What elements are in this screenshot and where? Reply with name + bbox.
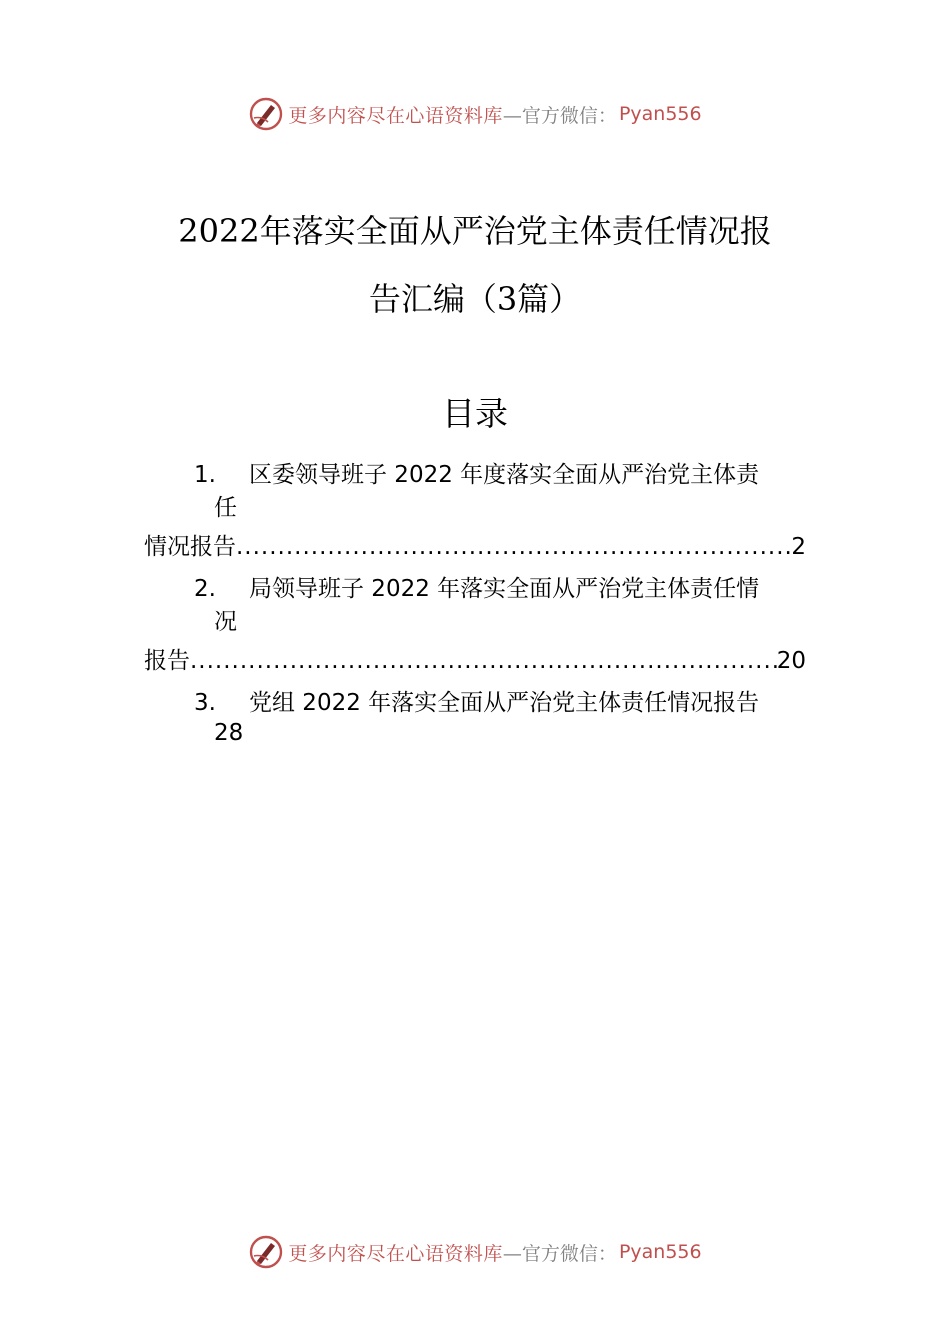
toc-heading: 目录: [442, 394, 508, 433]
toc-entry-text: 局领导班子 2022 年落实全面从严治党主体责任情: [249, 576, 760, 602]
toc-entry-text: 党组 2022 年落实全面从严治党主体责任情况报告: [249, 690, 760, 716]
toc-entry-text: 区委领导班子 2022 年度落实全面从严治党主体责: [249, 462, 760, 488]
toc-entry-number: 3.: [194, 690, 216, 716]
banner-separator: —官方微信：: [502, 1242, 617, 1265]
header-banner: [0, 92, 950, 136]
toc-entry-text-wrap: 况: [214, 609, 237, 635]
dot-leader: [236, 532, 791, 562]
toc-entry-page: 2: [791, 534, 806, 560]
toc-entry-page: 28: [214, 720, 244, 746]
pen-logo-icon: [248, 1234, 284, 1270]
toc-entry-text-continued: 报告: [144, 648, 190, 674]
pen-logo-icon: [248, 96, 284, 132]
toc-entry-page: 20: [776, 648, 806, 674]
banner-text: 更多内容尽在心语资料库: [288, 104, 503, 127]
toc-entry-number: 2.: [194, 576, 216, 602]
toc-entry-text-wrap: 任: [214, 495, 237, 521]
footer-banner: [0, 1230, 950, 1274]
banner-text: 更多内容尽在心语资料库: [288, 1242, 503, 1265]
toc-entry-text-continued: 情况报告: [144, 534, 236, 560]
banner-wechat-id: Pyan556: [618, 1241, 702, 1263]
banner-separator: —官方微信：: [502, 104, 617, 127]
toc-entry-leader-line: [144, 532, 806, 562]
toc-entry-leader-line: [144, 646, 806, 676]
dot-leader: [190, 646, 777, 676]
banner-wechat-id: Pyan556: [618, 103, 702, 125]
toc-entry-number: 1.: [194, 462, 216, 488]
document-title-line2: 告汇编（3篇）: [368, 280, 582, 318]
document-title-line1: 2022年落实全面从严治党主体责任情况报: [178, 212, 772, 250]
